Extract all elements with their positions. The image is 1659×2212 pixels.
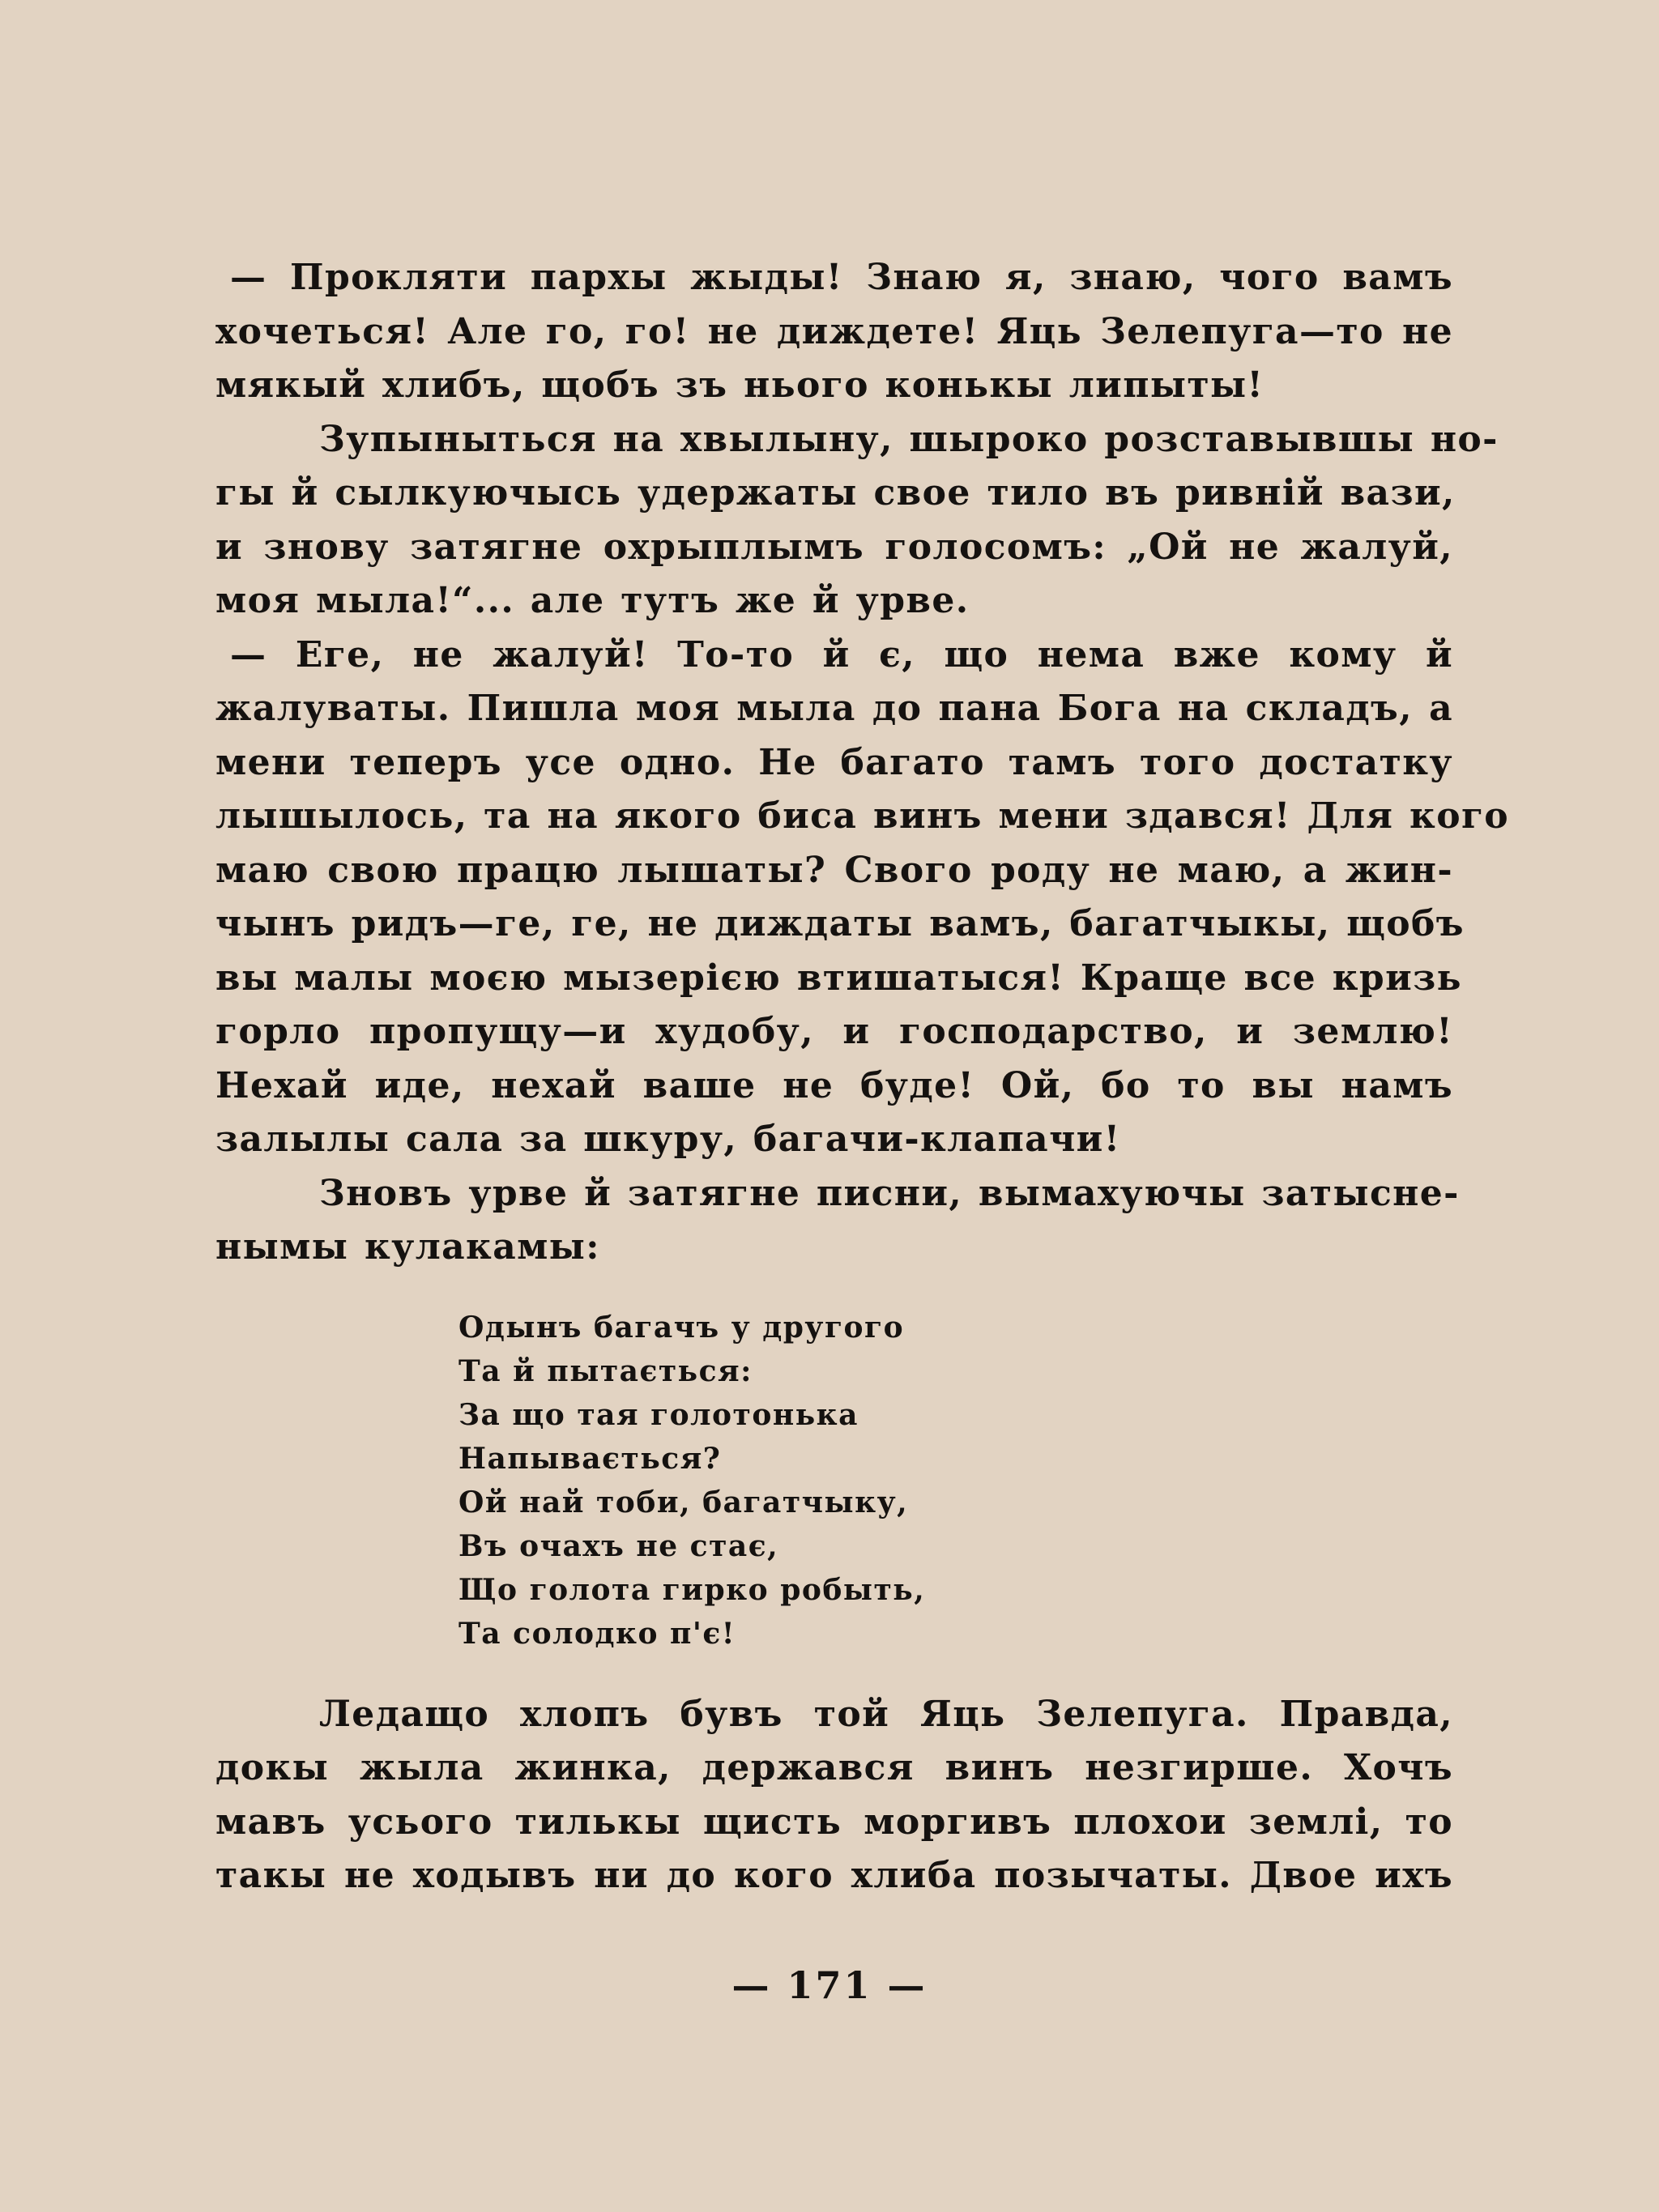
text-line: — Еге, не жалуй! То-то й є, що нема вже кому й	[230, 633, 1453, 676]
poem-line: Та солодко п'є!	[458, 1616, 736, 1651]
text-line: горло пропущу—и худобу, и господарство, и землю!	[215, 1011, 1453, 1052]
poem-line: За що тая голотонька	[458, 1397, 859, 1432]
text-line: лышылось, та на якого биса винъ мени здався! Для кого	[215, 795, 1510, 837]
text-line: Ледащо хлопъ бувъ той Яць Зелепуга. Правда,	[319, 1693, 1453, 1735]
text-line: Нехай иде, нехай ваше не буде! Ой, бо то вы намъ	[215, 1064, 1453, 1106]
text-line: такы не ходывъ ни до кого хлиба позычаты. Двое ихъ	[215, 1855, 1453, 1896]
text-line: мавъ усього тилькы щисть моргивъ плохои землі, то	[215, 1801, 1453, 1843]
text-line: хочеться! Але го, го! не диждете! Яць Зелепуга—то не	[215, 310, 1453, 352]
text-line: чынъ ридъ—ге, ге, не диждаты вамъ, багатчыкы, щобъ	[215, 903, 1465, 944]
paragraph-3	[215, 629, 1510, 1167]
poem-stanza	[215, 1306, 1453, 1656]
text-line: — Прокляти пархы жыды! Знаю я, знаю, чого вамъ	[230, 257, 1453, 298]
poem-line: Одынъ багачъ у другого	[458, 1310, 905, 1345]
paragraph-5	[215, 1688, 1453, 1903]
text-line: жалуваты. Пишла моя мыла до пана Бога на складъ, а	[215, 688, 1453, 729]
paragraph-2	[215, 413, 1499, 629]
text-line: нымы кулакамы:	[215, 1226, 600, 1268]
text-line: гы й сылкуючысь удержаты свое тило въ ривній вази,	[215, 472, 1456, 514]
text-line: маю свою працю лышаты? Свого роду не маю, а жин-	[215, 849, 1453, 891]
text-line: залылы сала за шкуру, багачи-клапачи!	[215, 1119, 1121, 1160]
text-line: докы жыла жинка, державcя винъ незгирше. Хочъ	[215, 1747, 1453, 1788]
page-text	[215, 251, 1510, 1903]
poem-line: Що голота гирко робыть,	[458, 1572, 926, 1607]
paragraph-4	[215, 1167, 1460, 1275]
page-number: — 171 —	[731, 1963, 928, 2007]
text-line: мякый хлибъ, щобъ зъ нього конькы липыты!	[215, 364, 1265, 406]
text-line: моя мыла!“... але тутъ же й урве.	[215, 580, 970, 621]
poem-line: Ой най тоби, багатчыку,	[458, 1485, 909, 1519]
text-line: мени теперъ усе одно. Не багато тамъ того достатку	[215, 741, 1453, 783]
poem-line: Напывається?	[458, 1441, 722, 1476]
text-line: Зупыныться на хвылыну, шыроко розставывшы но-	[319, 418, 1499, 460]
text-line: Зновъ урве й затягне писни, вымахуючы затысне-	[319, 1172, 1460, 1214]
paragraph-1	[215, 251, 1453, 413]
text-line: и знову затягне охрыплымъ голосомъ: „Ой не жалуй,	[215, 526, 1453, 568]
poem-line: Та й пытається:	[458, 1353, 753, 1388]
poem-line: Въ очахъ не стає,	[458, 1528, 779, 1563]
text-line: вы малы моєю мызерією втишатыся! Краще все кризь	[215, 957, 1462, 999]
